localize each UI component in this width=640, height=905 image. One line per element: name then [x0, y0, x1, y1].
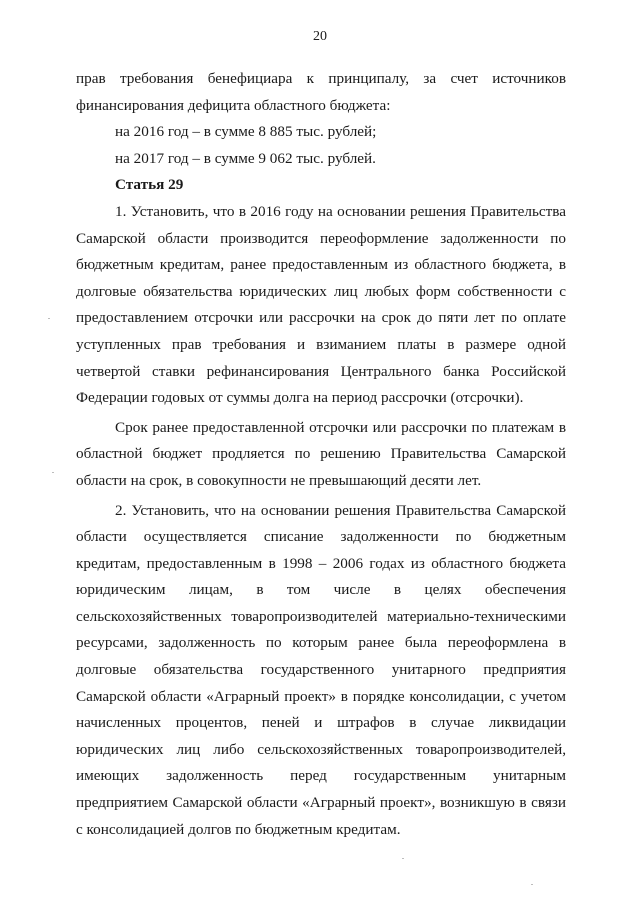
article-paragraph-3: 2. Установить, что на основании решения Правительства Самарской области осуществляется списание задолженности по бюджетным кредитам, предоставленным в 1998 – 2006 годах из областного бюджета юридическим лицам, в том числе в целях обеспечения сельскохозяйственных товаропроизводителей материально-техническими ресурсами, задолженность по которым ранее была переоформлена в долговые обязательства государственного унитарного предприятия Самарской области «Аграрный проект» в порядке консолидации, с учетом начисленных процентов, пеней и штрафов в случае ликвидации юридических лиц либо сельскохозяйственных товаропроизводителей, имеющих задолженность перед государственным унитарным предприятием Самарской области «Аграрный проект», возникшую в связи с консолидацией долгов по бюджетным кредитам.	[76, 501, 566, 838]
scan-speck	[48, 318, 50, 319]
document-body	[76, 66, 566, 843]
article-paragraph-2: Срок ранее предоставленной отсрочки или рассрочки по платежам в областной бюджет продляется по решению Правительства Самарской области на срок, в совокупности не превышающий десяти лет.	[76, 418, 566, 489]
amount-line-2017: на 2017 год – в сумме 9 062 тыс. рублей.	[115, 149, 376, 167]
article-heading: Статья 29	[115, 176, 184, 194]
scan-speck	[531, 884, 533, 885]
intro-paragraph: прав требования бенефициара к принципалу, за счет источников финансирования дефицита областного бюджета:	[76, 70, 566, 114]
article-paragraph-1: 1. Установить, что в 2016 году на основании решения Правительства Самарской области производится переоформление задолженности по бюджетным кредитам, ранее предоставленным из областного бюджета, в долговые обязательства юридических лиц любых форм собственности с предоставлением отсрочки или рассрочки на срок до пяти лет по оплате уступленных прав требования и взиманием платы в размере одной четвертой ставки рефинансирования Центрального банка Российской Федерации годовых от суммы долга на период рассрочки (отсрочки).	[76, 202, 566, 407]
scan-speck	[52, 472, 54, 473]
amount-line-2016: на 2016 год – в сумме 8 885 тыс. рублей;	[115, 123, 377, 141]
page-number: 20	[313, 29, 327, 44]
scan-speck	[402, 858, 404, 859]
